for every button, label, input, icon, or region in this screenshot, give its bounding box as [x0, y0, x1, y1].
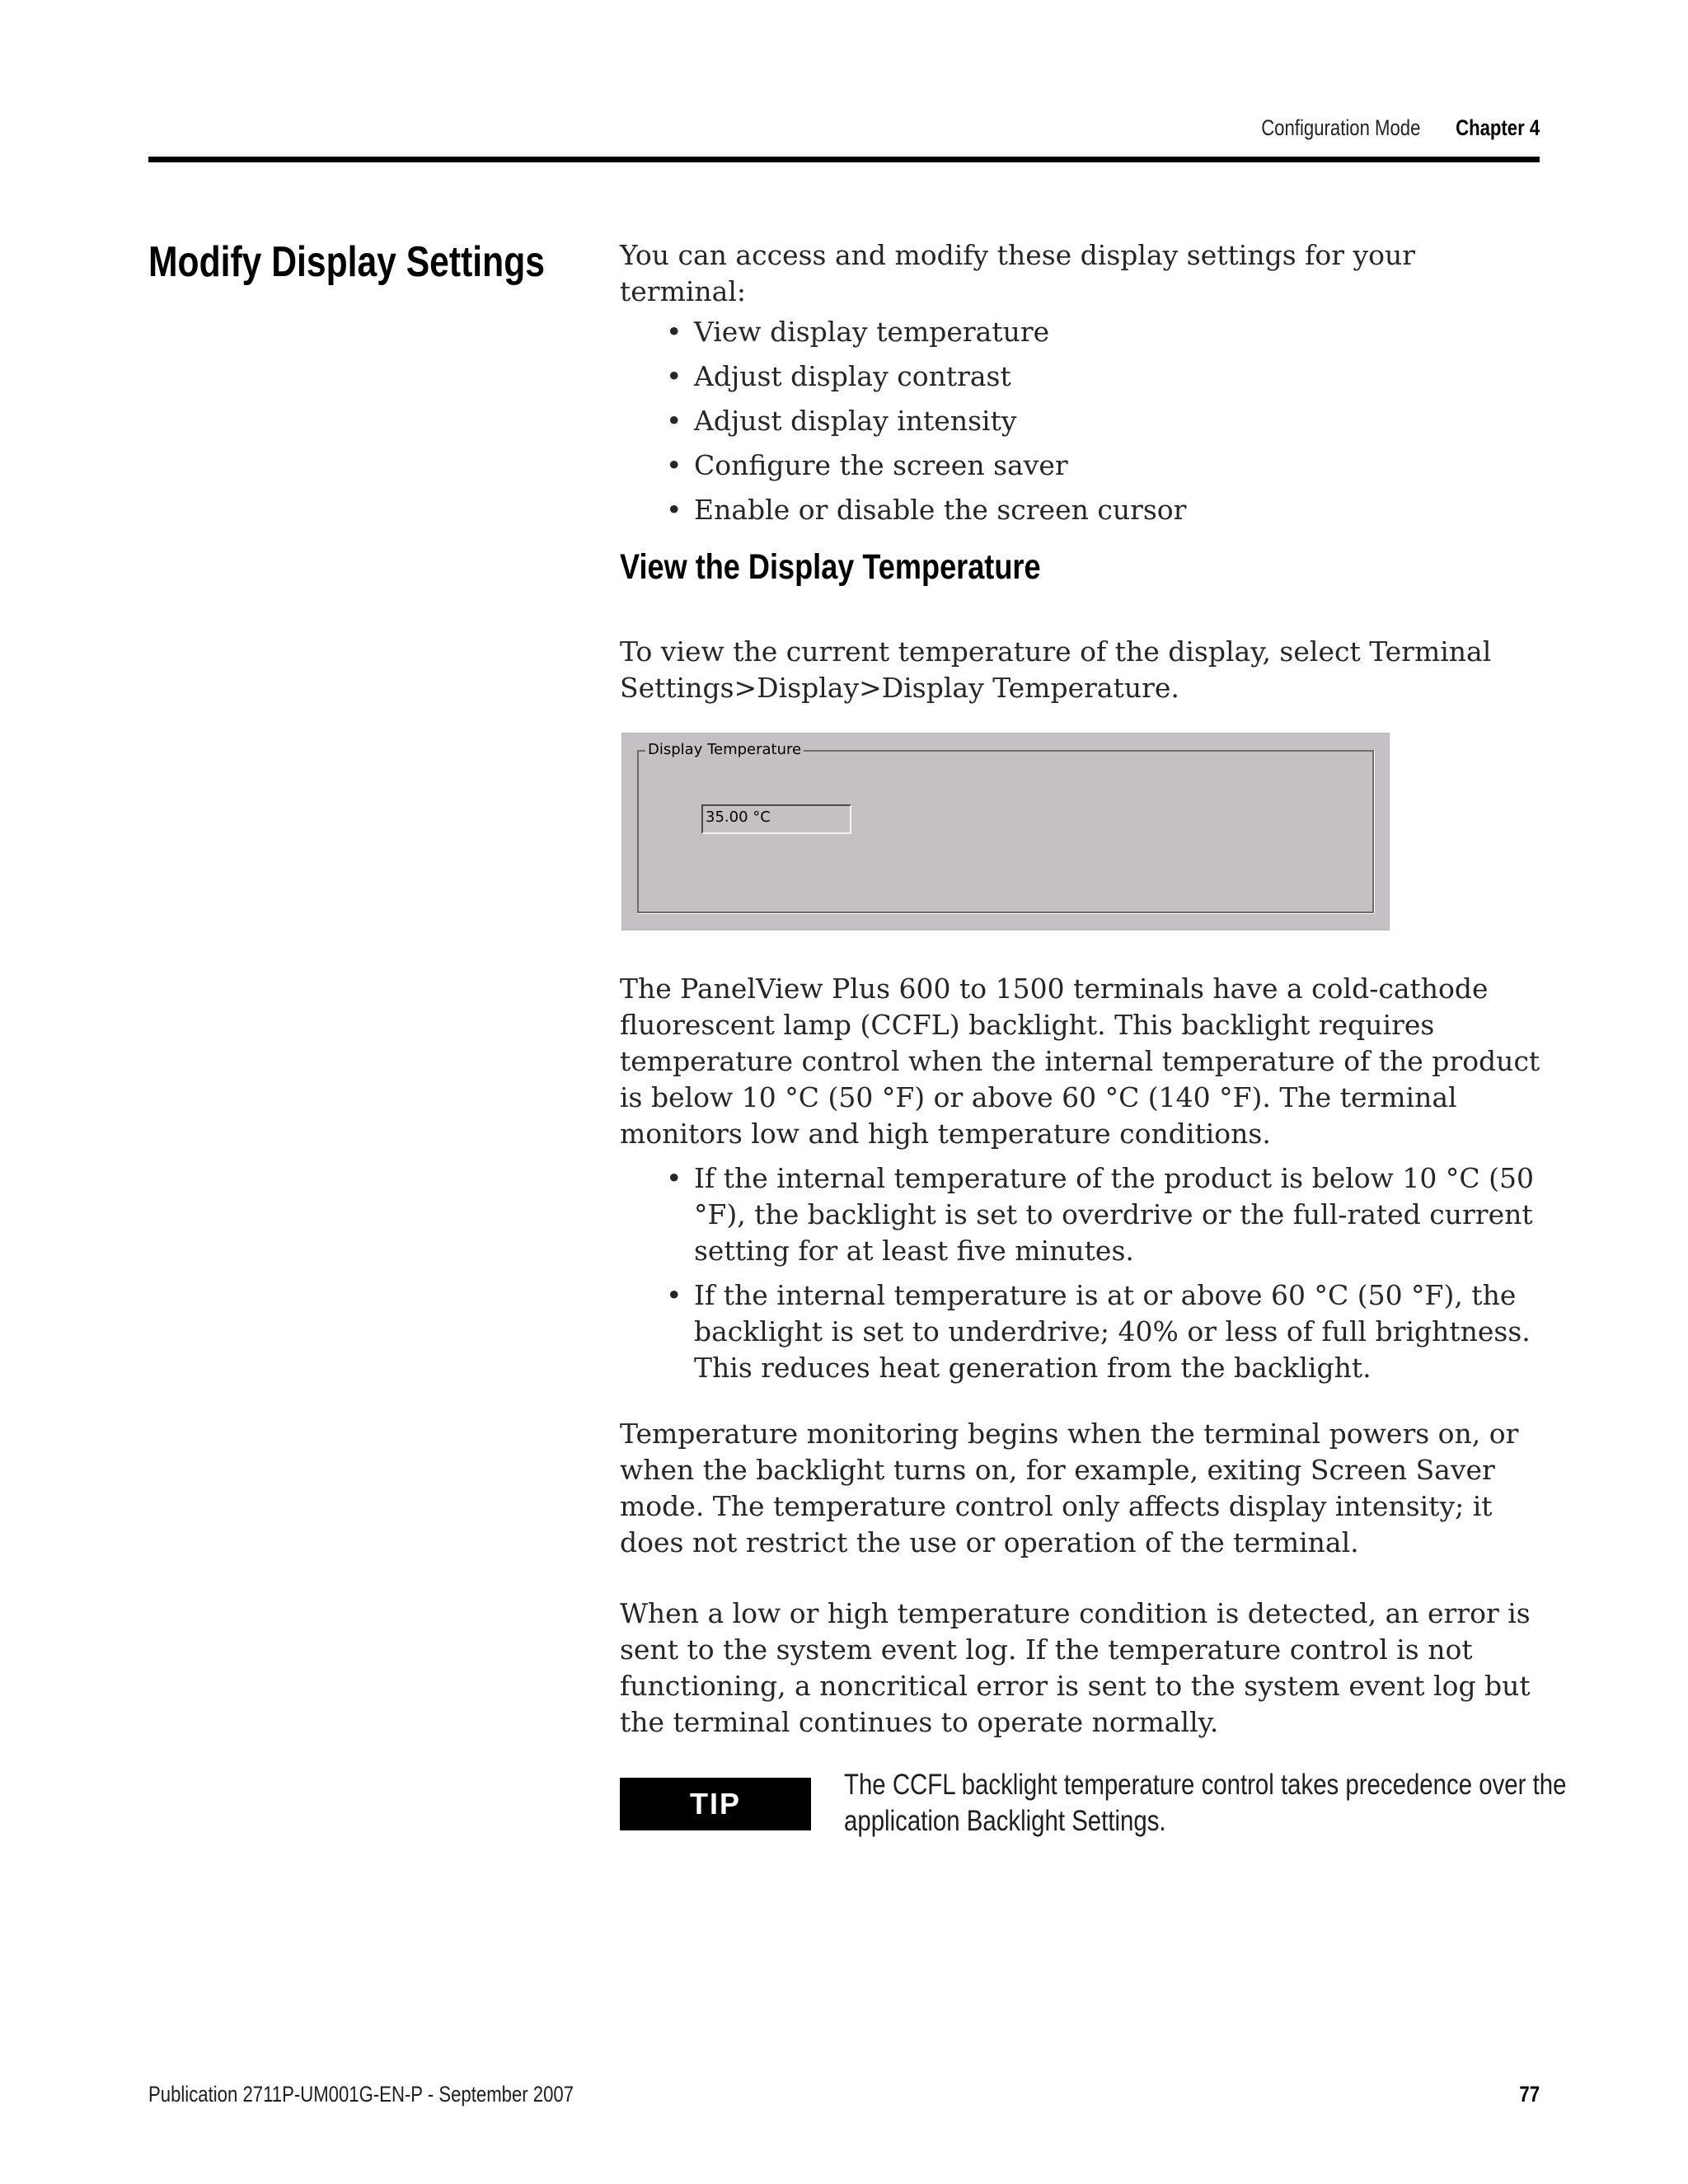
header-section: Configuration Mode [1260, 115, 1421, 140]
list-item: • Enable or disable the screen cursor [666, 494, 1187, 526]
header-rule [148, 157, 1540, 162]
instruction-text: To view the current temperature of the display, select Terminal Settings>Display>Display Temperature. [620, 635, 1492, 704]
list-item: • If the internal temperature is at or above 60 °C (50 °F), the backlight is set to underdrive; 40% or less of full brightness. This reduces heat generation from the backlight. [666, 1279, 1531, 1384]
tip-text: The CCFL backlight temperature control takes precedence over the application Backlight Settings. [844, 1769, 1567, 1837]
list-item: • If the internal temperature of the product is below 10 °C (50 °F), the backlight is set to overdrive or the full-rated current setting for at least five minutes. [666, 1162, 1534, 1267]
list-item: • Adjust display intensity [666, 405, 1017, 437]
page-number: 77 [1519, 2082, 1540, 2107]
list-item: • View display temperature [666, 316, 1050, 348]
intro-block [620, 237, 1543, 532]
monitoring-paragraph: Temperature monitoring begins when the terminal powers on, or when the backlight turns on, for example, exiting Screen Saver mode. The temperature control only affects display intensity; it does not restrict the use or operation of the terminal. [620, 1418, 1519, 1558]
list-item: • Adjust display contrast [666, 360, 1011, 392]
list-item: • Configure the screen saver [666, 449, 1068, 481]
subsection-title: View the Display Temperature [620, 547, 1041, 587]
ccfl-paragraph: The PanelView Plus 600 to 1500 terminals have a cold-cathode fluorescent lamp (CCFL) backlight. This backlight requires temperature control when the internal temperature of the product is below 10 °C (50 °F) or above 60 °C (140 °F). The terminal monitors low and high temperature conditions. [620, 972, 1540, 1150]
ccfl-block [620, 971, 1543, 1386]
temperature-readout: 35.00 °C [701, 804, 851, 834]
display-temperature-group [637, 741, 1374, 913]
settings-list [620, 310, 1543, 532]
footer-publication: Publication 2711P-UM001G-EN-P - September 2007 [148, 2082, 574, 2107]
conditions-list [620, 1160, 1543, 1386]
section-title: Modify Display Settings [148, 238, 545, 286]
group-label: Display Temperature [645, 742, 804, 758]
display-temperature-screenshot [621, 733, 1390, 930]
tip-label: TIP [620, 1778, 811, 1830]
intro-text: You can access and modify these display settings for your terminal: [620, 239, 1416, 307]
header-chapter: Chapter 4 [1455, 115, 1540, 140]
error-paragraph: When a low or high temperature condition is detected, an error is sent to the system event log. If the temperature control is not functioning, a noncritical error is sent to the system event log but the terminal continues to operate normally. [620, 1597, 1531, 1738]
running-header [1261, 115, 1540, 141]
